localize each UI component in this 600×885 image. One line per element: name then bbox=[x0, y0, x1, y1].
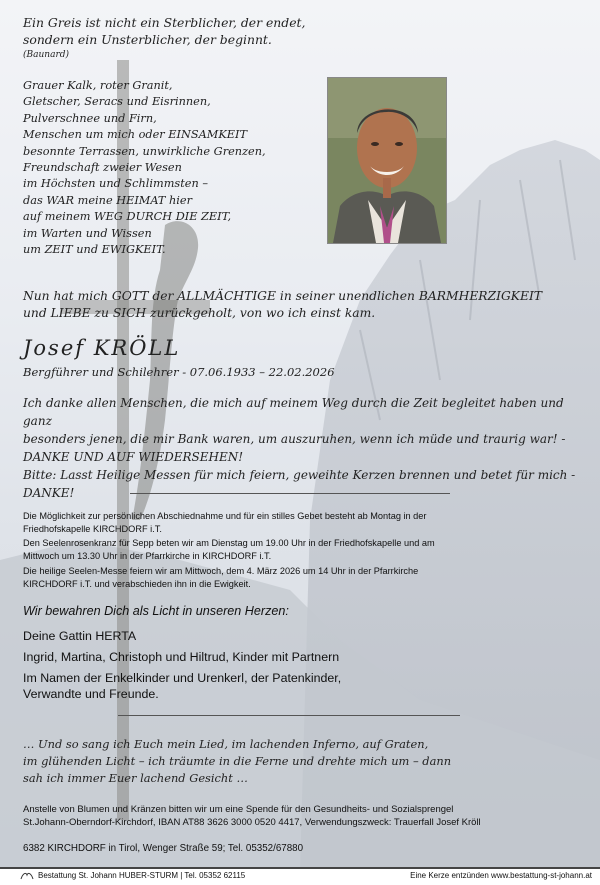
family-others bbox=[23, 670, 341, 702]
poem-line: besonnte Terrassen, unwirkliche Grenzen, bbox=[23, 144, 266, 158]
poem-line: Grauer Kalk, roter Granit, bbox=[23, 79, 173, 92]
poem-line: das WAR meine HEIMAT hier bbox=[23, 193, 192, 207]
poem-line: im Warten und Wissen bbox=[23, 226, 152, 240]
thanks-text bbox=[23, 394, 583, 502]
donation-line-2: St.Johann-Oberndorf-Kirchdorf, IBAN AT88 3626 3000 0520 4417, Verwendungszweck: Trauerfall Josef Kröll bbox=[23, 817, 481, 828]
quote-line-1: Ein Greis ist nicht ein Sterblicher, der endet, bbox=[23, 15, 306, 30]
footer-left bbox=[20, 871, 245, 880]
thanks-line: Ich danke allen Menschen, die mich auf meinem Weg durch die Zeit begleitet haben und ganz bbox=[23, 396, 564, 428]
footer bbox=[0, 869, 600, 885]
candle-link[interactable]: Eine Kerze entzünden www.bestattung-st-johann.at bbox=[410, 871, 592, 880]
donation-note bbox=[23, 803, 481, 829]
info-line: Die Möglichkeit zur persönlichen Abschiednahme und für ein stilles Gebet besteht ab Montag in der bbox=[23, 511, 427, 521]
info-line: KIRCHDORF i.T. und verabschieden ihn in die Ewigkeit. bbox=[23, 578, 251, 589]
thanks-line: DANKE UND AUF WIEDERSEHEN! bbox=[23, 450, 244, 464]
divider bbox=[118, 715, 460, 716]
passing-statement bbox=[23, 288, 583, 322]
thanks-line: Bitte: Lasst Heilige Messen für mich feiern, geweihte Kerzen brennen und betet für mich - bbox=[23, 468, 576, 482]
passing-line-1: Nun hat mich GOTT der ALLMÄCHTIGE in seiner unendlichen BARMHERZIGKEIT bbox=[23, 289, 543, 303]
family-address: 6382 KIRCHDORF in Tirol, Wenger Straße 59; Tel. 05352/67880 bbox=[23, 843, 304, 854]
closing-line: sah ich immer Euer lachend Gesicht … bbox=[23, 771, 248, 785]
family-others-line-2: Verwandte und Freunde. bbox=[23, 687, 159, 701]
divider bbox=[130, 493, 450, 494]
quote-line-2: sondern ein Unsterblicher, der beginnt. bbox=[23, 32, 272, 47]
poem-line: Pulverschnee und Firn, bbox=[23, 111, 157, 125]
portrait-illustration bbox=[328, 78, 446, 243]
undertaker-logo-icon bbox=[20, 871, 34, 880]
donation-line-1: Anstelle von Blumen und Kränzen bitten wir um eine Spende für den Gesundheits- und Sozialsprengel bbox=[23, 804, 454, 815]
info-line: Den Seelenrosenkranz für Sepp beten wir am Dienstag um 19.00 Uhr in der Friedhofskapelle und am bbox=[23, 538, 435, 548]
info-line: Friedhofskapelle KIRCHDORF i.T. bbox=[23, 523, 162, 534]
info-farewell bbox=[23, 510, 426, 535]
family-others-line-1: Im Namen der Enkelkinder und Urenkerl, der Patenkinder, bbox=[23, 671, 342, 685]
info-rosary bbox=[23, 537, 435, 562]
family-children: Ingrid, Martina, Christoph und Hiltrud, Kinder mit Partnern bbox=[23, 650, 340, 664]
thanks-line: DANKE! bbox=[23, 486, 75, 500]
deceased-name: Josef KRÖLL bbox=[23, 336, 181, 360]
info-line: Mittwoch um 13.30 Uhr in der Pfarrkirche in KIRCHDORF i.T. bbox=[23, 550, 272, 561]
poem-line: auf meinem WEG DURCH DIE ZEIT, bbox=[23, 210, 232, 224]
info-line: Die heilige Seelen-Messe feiern wir am Mittwoch, dem 4. März 2026 um 14 Uhr in der Pfarrkirche bbox=[23, 566, 419, 576]
undertaker-info: Bestattung St. Johann HUBER-STURM | Tel. 05352 62115 bbox=[38, 871, 246, 880]
poem-line: Menschen um mich oder EINSAMKEIT bbox=[23, 128, 248, 142]
opening-quote bbox=[23, 14, 305, 48]
thanks-line: besonders jenen, die mir Bank waren, um auszuruhen, wenn ich müde und traurig war! - bbox=[23, 432, 566, 446]
closing-line: … Und so sang ich Euch mein Lied, im lachenden Inferno, auf Graten, bbox=[23, 737, 429, 751]
poem-line: um ZEIT und EWIGKEIT. bbox=[23, 243, 166, 257]
closing-line: im glühenden Licht – ich träumte in die Ferne und drehte mich um – dann bbox=[23, 754, 452, 768]
quote-source: (Baunard) bbox=[23, 50, 70, 60]
passing-line-2: und LIEBE zu SICH zurückgeholt, von wo ich einst kam. bbox=[23, 306, 376, 320]
poem-line: Freundschaft zweier Wesen bbox=[23, 161, 182, 175]
closing-verse bbox=[23, 736, 451, 787]
portrait-photo bbox=[327, 77, 447, 244]
poem-line: im Höchsten und Schlimmsten – bbox=[23, 177, 208, 191]
remembrance-heading: Wir bewahren Dich als Licht in unseren Herzen: bbox=[23, 604, 289, 618]
info-mass bbox=[23, 565, 418, 590]
poem bbox=[23, 78, 266, 258]
deceased-dates: Bergführer und Schilehrer - 07.06.1933 – 22.02.2026 bbox=[23, 365, 335, 379]
family-wife: Deine Gattin HERTA bbox=[23, 629, 137, 643]
poem-line: Gletscher, Seracs und Eisrinnen, bbox=[23, 95, 211, 109]
